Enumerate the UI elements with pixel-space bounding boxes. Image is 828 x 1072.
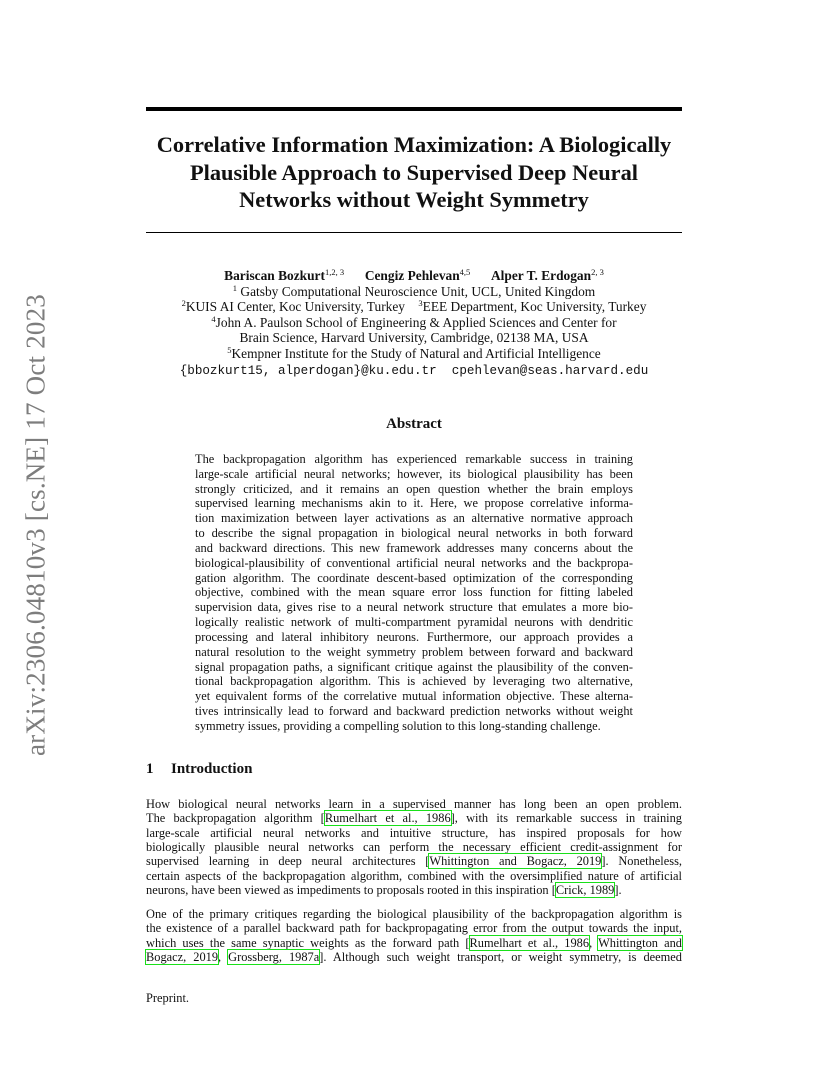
title-top-rule [146, 107, 682, 111]
paragraph-line: biologically plausible neural networks can perform the necessary efficient credit-assignment for [146, 840, 682, 855]
author-block [100, 268, 728, 379]
affiliation-text: Gatsby Computational Neuroscience Unit, UCL, United Kingdom [240, 283, 596, 299]
abstract-line: The backpropagation algorithm has experienced remarkable success in training [195, 452, 633, 466]
title-line: Correlative Information Maximization: A Biologically [156, 132, 672, 157]
citation-link[interactable]: Whittington and Bogacz, 2019 [429, 854, 602, 869]
intro-paragraph-1 [146, 797, 682, 897]
author-affiliation-marks: 1,2, 3 [324, 267, 345, 277]
paragraph-line: Bogacz, 2019, Grossberg, 1987a]. Although such weight transport, or weight symmetry, is deemed [146, 950, 682, 965]
author-affiliation-marks: 4,5 [459, 267, 471, 277]
abstract-line: supervision data, gives rise to a neural network structure that emulates a more bio- [195, 600, 633, 615]
citation-link[interactable]: Rumelhart et al., 1986 [324, 811, 451, 826]
paragraph-line: large-scale artificial neural networks and intuitive structure, has inspired proposals for how [146, 825, 682, 840]
affiliation-line [100, 346, 728, 362]
author-name: Bariscan Bozkurt [224, 268, 325, 283]
affiliation-text: Brain Science, Harvard University, Cambridge, 02138 MA, USA [239, 330, 589, 346]
citation-link[interactable]: Rumelhart et al., 1986 [469, 935, 590, 950]
paragraph-line: One of the primary critiques regarding the biological plausibility of the backpropagation algorithm is [146, 907, 682, 921]
abstract-heading: Abstract [386, 416, 442, 432]
affiliation-line [100, 284, 728, 300]
paragraph-line: supervised learning in deep neural architectures [Whittington and Bogacz, 2019]. Nonetheless, [146, 854, 682, 869]
author-affiliation-marks: 2, 3 [591, 267, 604, 277]
abstract-line: tives intrinsically lead to forward and backward prediction networks without weight [195, 704, 633, 719]
email-addresses: {bbozkurt15, alperdogan}@ku.edu.tr cpehlevan@seas.harvard.edu [179, 363, 649, 378]
title-line: Plausible Approach to Supervised Deep Neural [189, 159, 639, 185]
abstract-line: tional backpropagation algorithm. This is achieved by leveraging two alternative, [195, 674, 633, 689]
affiliation-mark: 5 [227, 344, 232, 355]
abstract-line: gation algorithm. The coordinate descent-based optimization of the corresponding [195, 570, 633, 585]
affiliation-mark: 3 [418, 298, 423, 309]
title-bottom-rule [146, 232, 682, 233]
affiliation-mark: 2 [181, 298, 186, 309]
paragraph-line: the existence of a parallel backward path for backpropagating error from the output towards the input, [146, 921, 682, 936]
citation-link[interactable]: Whittington and [598, 935, 682, 950]
abstract-text [195, 452, 633, 734]
author-emails [100, 362, 728, 380]
affiliation-text: KUIS AI Center, Koc University, Turkey [185, 299, 405, 315]
preprint-footer: Preprint. [146, 991, 190, 1005]
section-title: Introduction [171, 761, 253, 777]
author-name: Cengiz Pehlevan [364, 268, 460, 283]
abstract-line: strongly criticized, and it remains an open question whether the brain employs [195, 481, 633, 496]
affiliation-text: John A. Paulson School of Engineering & Applied Sciences and Center for [215, 314, 617, 330]
abstract-line: biological-plausibility of conventional artificial neural networks and the backpropa- [195, 555, 633, 570]
affiliation-line [100, 330, 728, 346]
citation-link[interactable]: Bogacz, 2019 [146, 950, 219, 965]
paragraph-line: certain aspects of the backpropagation algorithm, combined with the oversimplified nature of artificial [146, 868, 682, 883]
paragraph-line: How biological neural networks learn in a supervised manner has long been an open problem. [146, 797, 682, 811]
citation-link[interactable]: Crick, 1989 [555, 883, 615, 898]
paragraph-line: neurons, have been viewed as impediments to proposals rooted in this inspiration [Crick, 1989]. [146, 883, 622, 898]
author-name: Alper T. Erdogan [491, 268, 592, 283]
abstract-line: objective, combined with the mean square error loss function for fitting labeled [195, 585, 633, 600]
title-line: Networks without Weight Symmetry [239, 187, 589, 212]
affiliation-mark: 4 [211, 313, 216, 324]
intro-paragraph-2 [146, 907, 682, 964]
abstract-line: logically realistic network of multi-compartment pyramidal neurons with dendritic [195, 615, 633, 630]
abstract-line: to describe the signal propagation in biological neural networks in both forward [195, 526, 633, 541]
affiliation-line [100, 315, 728, 331]
citation-link[interactable]: Grossberg, 1987a [228, 950, 320, 965]
arxiv-identifier: arXiv:2306.04810v3 [cs.NE] 17 Oct 2023 [20, 293, 51, 757]
abstract-line: large-scale artificial neural networks; however, its biological plausibility has been [195, 466, 633, 481]
abstract-line: signal propagation paths, a significant critique against the plausibility of the conven- [195, 659, 633, 674]
affiliation-text: EEE Department, Koc University, Turkey [422, 299, 647, 315]
abstract-line: supervised learning mechanisms akin to it. Here, we propose correlative informa- [195, 496, 633, 511]
abstract-line: tion maximization between layer activations as an alternative normative approach [195, 511, 633, 526]
section-number: 1 [146, 761, 154, 777]
affiliation-text: Kempner Institute for the Study of Natural and Artificial Intelligence [231, 345, 601, 361]
author-names [100, 268, 728, 284]
abstract-line: natural resolution to the weight symmetry problem between forward and backward [195, 644, 633, 659]
paragraph-line: The backpropagation algorithm [Rumelhart et al., 1986], with its remarkable success in training [146, 811, 682, 826]
abstract-line: yet equivalent forms of the correlative mutual information objective. These alterna- [195, 689, 633, 704]
section-heading-introduction [146, 761, 252, 778]
abstract-line: and backward directions. This new framework addresses many concerns about the [195, 540, 633, 555]
abstract-line: symmetry issues, providing a compelling solution to this long-standing challenge. [195, 718, 601, 733]
paragraph-line: which uses the same synaptic weights as the forward path [Rumelhart et al., 1986, Whittington and [146, 935, 682, 950]
paper-title [120, 131, 708, 214]
abstract-line: processing and lateral inhibitory neurons. Furthermore, our approach provides a [195, 629, 633, 644]
affiliation-line [100, 299, 728, 315]
affiliation-mark: 1 [232, 282, 238, 293]
